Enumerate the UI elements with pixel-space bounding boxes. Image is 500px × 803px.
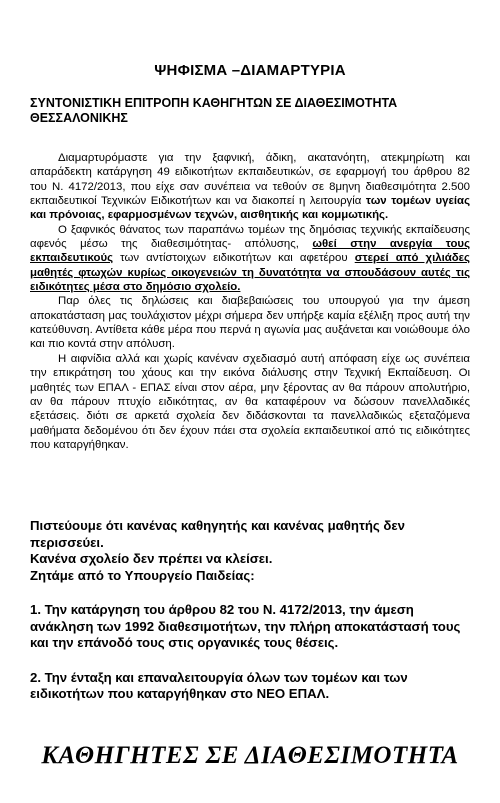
- statement-2: Κανένα σχολείο δεν πρέπει να κλείσει.: [30, 551, 273, 567]
- paragraph-2-underlined-1: ωθεί στην ανεργία τους εκπαιδευτικούς: [30, 238, 470, 265]
- paragraph-2-underlined-2: στερεί από χιλιάδες μαθητές φτωχών κυρίως οικογενειών τη δυνατότητα να σπουδάσουν αυτές τις ειδικότητες μέσα στο δημόσιο σχολείο.: [30, 252, 470, 294]
- paragraph-1-text: Διαμαρτυρόμαστε για την ξαφνική, άδικη, ακατανόητη, ατεκμηρίωτη και απαράδεκτη κατάργηση 49 ειδικοτήτων εκπαιδευτικών, σε εφαρμογή του άρθρου 82 του Ν. 4172/2013, που είχε σαν συνέπεια να τεθούν σε 8μηνη διαθεσιμότητα 2.500 εκπαιδευτικοί Τεχνικών Ειδικοτήτων και να διακοπεί η λειτουργία: [30, 152, 470, 208]
- committee-heading: ΣΥΝΤΟΝΙΣΤΙΚΗ ΕΠΙΤΡΟΠΗ ΚΑΘΗΓΗΤΩΝ ΣΕ ΔΙΑΘΕΣΙΜΟΤΗΤΑ ΘΕΣΣΑΛΟΝΙΚΗΣ: [30, 96, 398, 125]
- paragraph-3: Παρ όλες τις δηλώσεις και διαβεβαιώσεις του υπουργού για την άμεση αποκατάσταση μας τουλάχιστον μέχρι σήμερα δεν υπήρξε καμία εξέλιξη προς αυτή την κατεύθυνση. Αντίθετα κάθε μέρα που περνά η αγωνία μας αυξάνεται και νοιώθουμε όλο και πιο κοντά στην απόλυση.: [30, 295, 470, 351]
- statement-1: Πιστεύουμε ότι κανένας καθηγητής και κανένας μαθητής δεν περισσεύει.: [30, 518, 406, 550]
- paragraph-1-bold: των τομέων υγείας και πρόνοιας, εφαρμοσμένων τεχνών, αισθητικής και κομμωτικής.: [30, 195, 470, 222]
- paragraph-2-text-b: των αντίστοιχων ειδικοτήτων και αφετέρου: [120, 252, 348, 265]
- paragraph-1: [30, 151, 470, 223]
- body-text: [30, 151, 470, 452]
- signature: ΚΑΘΗΓΗΤΕΣ ΣΕ ΔΙΑΘΕΣΙΜΟΤΗΤΑ: [41, 742, 459, 769]
- statement-block: [30, 518, 475, 584]
- demand-1: 1. Την κατάργηση του άρθρου 82 του Ν. 4172/2013, την άμεση ανάκληση των 1992 διαθεσιμοτήτων, την πλήρη αποκατάστασή τους και την επάνοδό τους στις οργανικές τους θέσεις.: [30, 602, 461, 651]
- paragraph-2-text-a: Ο ξαφνικός θάνατος των παραπάνω τομέων της δημόσιας τεχνικής εκπαίδευσης αφενός μέσω της διαθεσιμότητας- απόλυσης,: [30, 223, 470, 251]
- demands-list: [30, 602, 475, 703]
- statement-3: Ζητάμε από το Υπουργείο Παιδείας:: [30, 567, 255, 583]
- paragraph-2: [30, 223, 470, 295]
- paragraph-4: Η αιφνίδια αλλά και χωρίς κανέναν σχεδιασμό αυτή απόφαση είχε ως συνέπεια την επικράτηση του χάους και την εικόνα διάλυσης στην Τεχνική Εκπαίδευση. Οι μαθητές των ΕΠΑΛ - ΕΠΑΣ είναι στον αέρα, μην ξέροντας αν θα πάρουν απολυτήριο, αν θα πάρουν πτυχίο ειδικότητας, αν θα καταφέρουν να δώσουν πανελλαδικές εξετάσεις. διότι σε αρκετά σχολεία δεν διδάσκονται τα πανελλαδικώς εξεταζόμενα μαθήματα δεδομένου ότι δεν έχουν πάει στα σχολεία εκπαιδευτικοί από τις ειδικότητες που καταργήθηκαν.: [30, 352, 470, 451]
- document-title: ΨΗΦΙΣΜΑ –ΔΙΑΜΑΡΤΥΡΙΑ: [154, 62, 346, 79]
- demand-2: 2. Την ένταξη και επαναλειτουργία όλων των τομέων και των ειδικοτήτων που καταργήθηκαν στο ΝΕΟ ΕΠΑΛ.: [30, 669, 408, 702]
